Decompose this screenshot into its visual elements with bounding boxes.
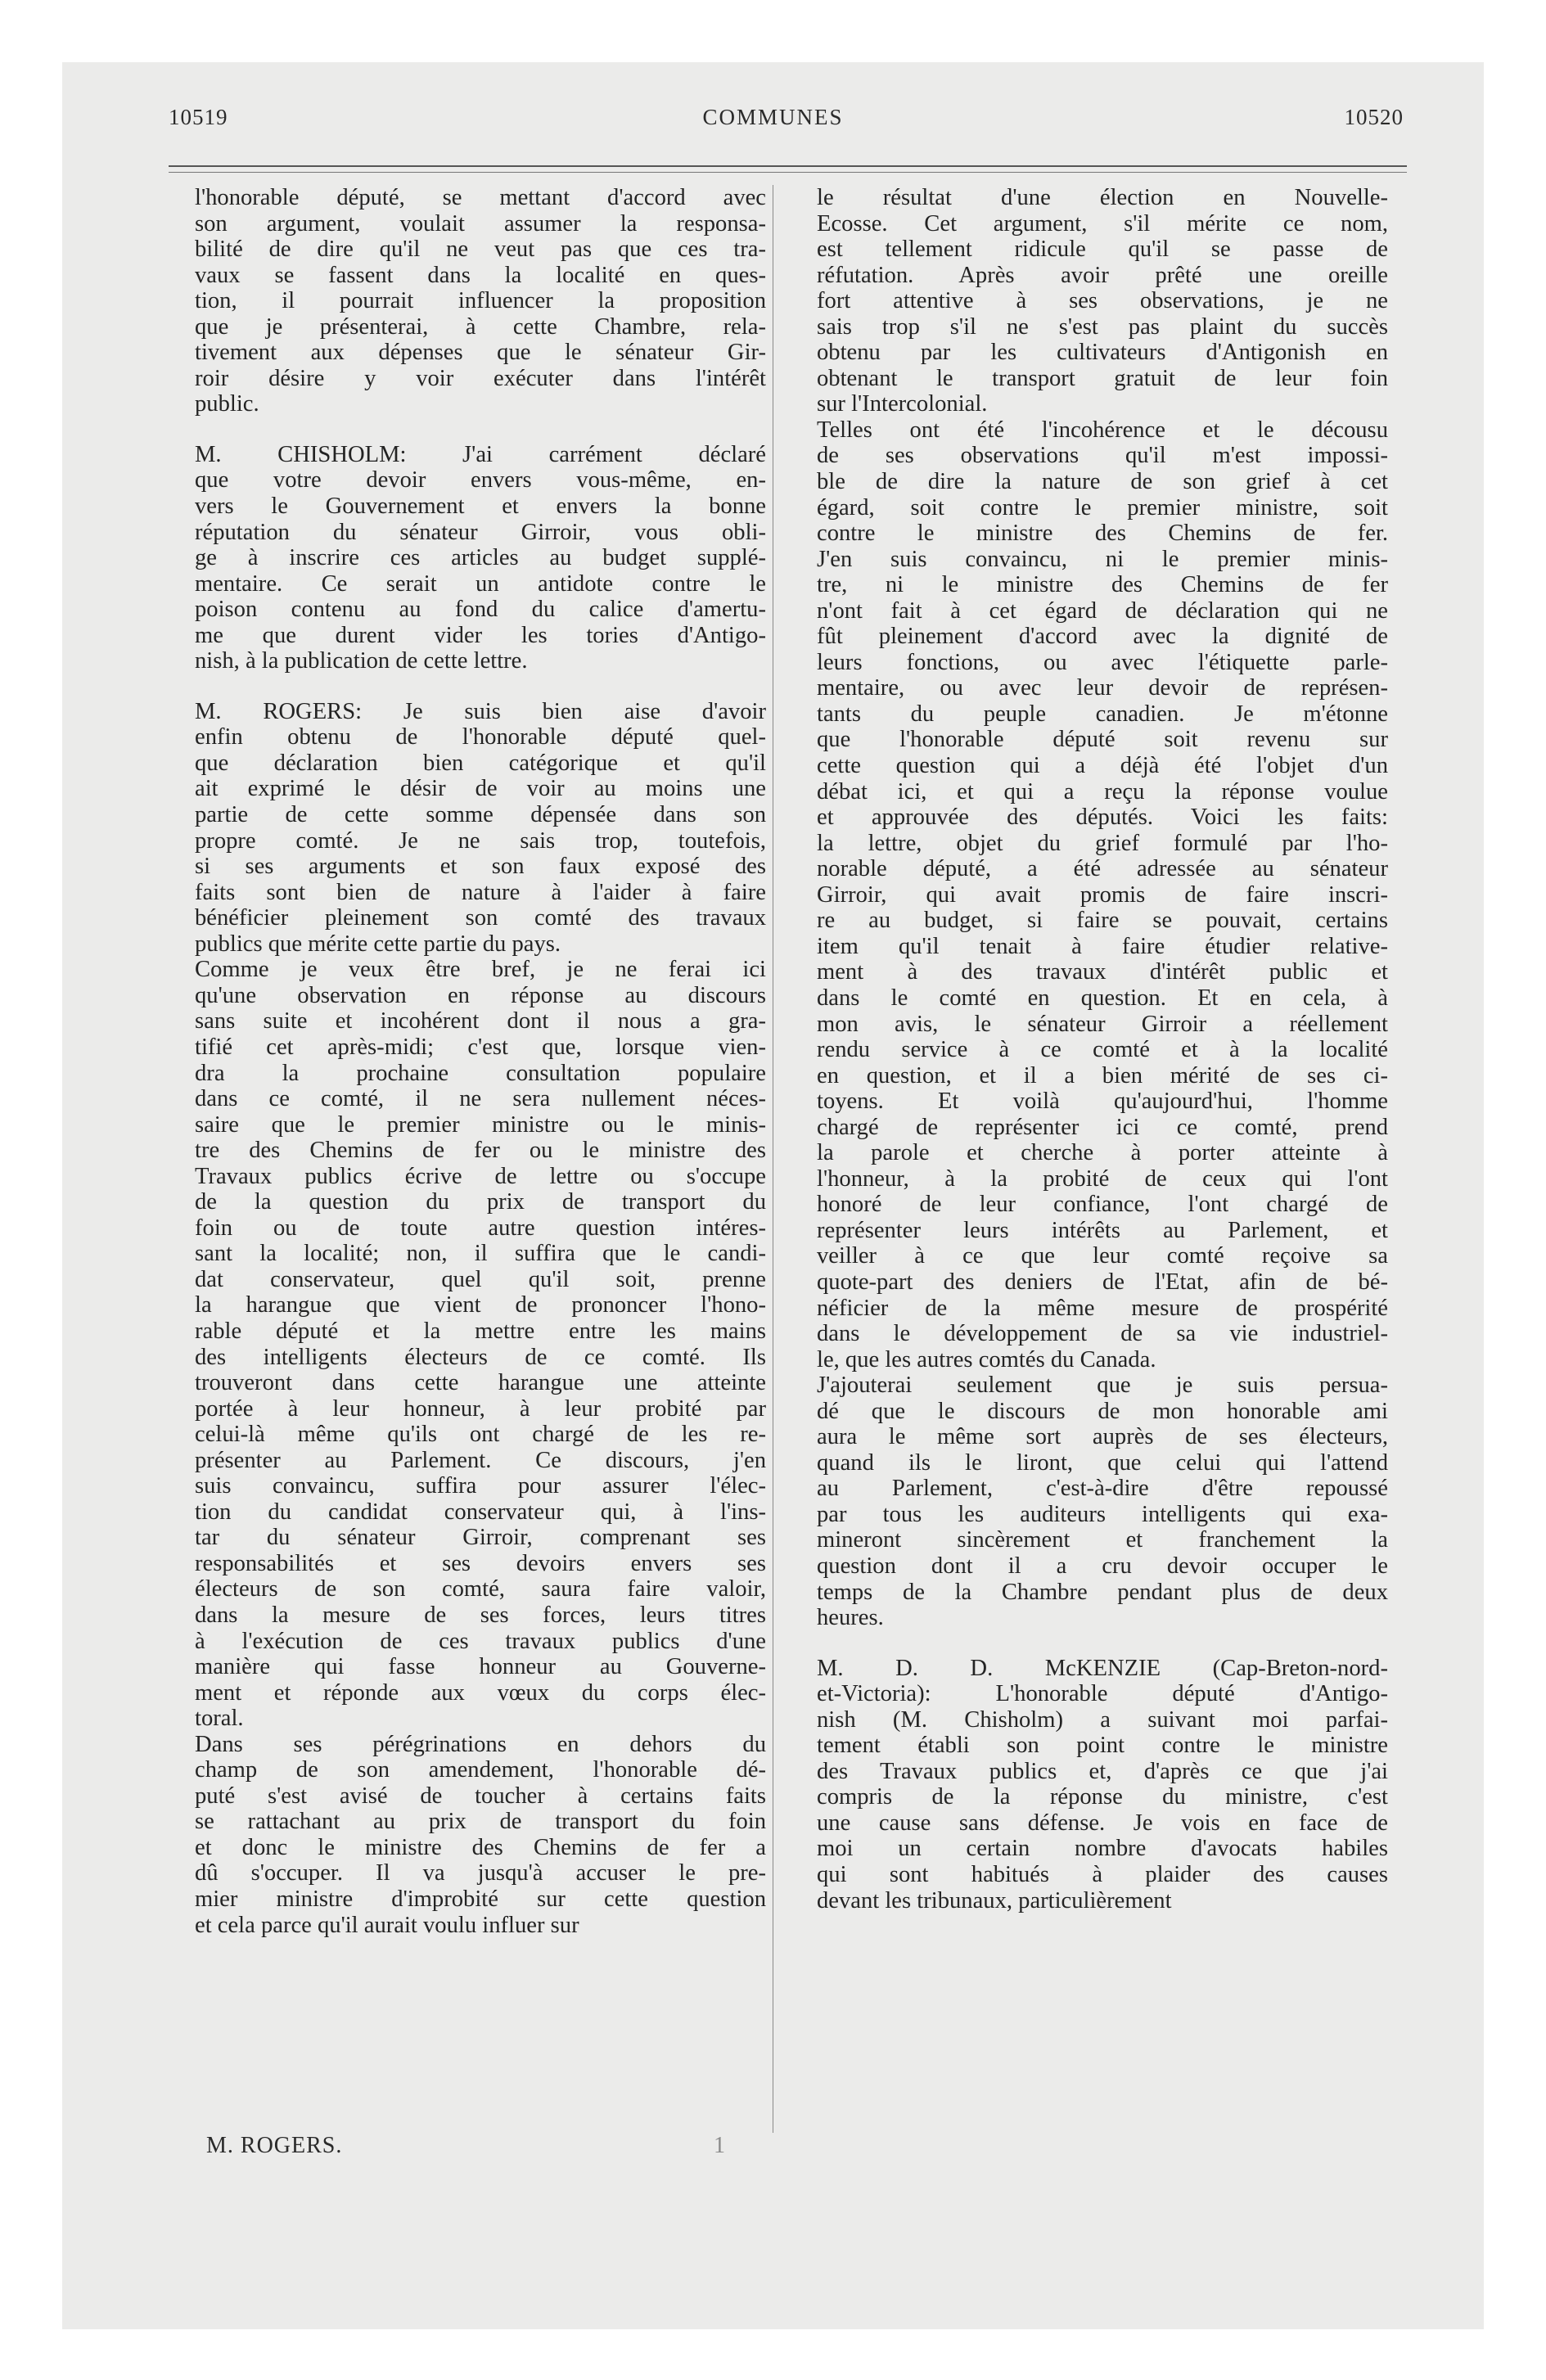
text-line: sais trop s'il ne s'est pas plaint du succès xyxy=(817,313,1388,340)
paragraph xyxy=(792,1373,1388,1630)
left-column xyxy=(170,185,766,1938)
text-line: ment à des travaux d'intérêt public et xyxy=(817,959,1388,985)
text-line: portée à leur honneur, à leur probité par xyxy=(195,1395,766,1422)
text-line: mier ministre d'improbité sur cette question xyxy=(195,1886,766,1912)
text-line: M. D. D. McKENZIE (Cap-Breton-nord- xyxy=(817,1655,1388,1681)
paragraph xyxy=(170,1732,766,1938)
text-line: tar du sénateur Girroir, comprenant ses xyxy=(195,1525,766,1551)
text-line: n'ont fait à cet égard de déclaration qui ne xyxy=(817,597,1388,624)
text-line: dû s'occuper. Il va jusqu'à accuser le pre- xyxy=(195,1860,766,1886)
text-line: dans ce comté, il ne sera nullement néces- xyxy=(195,1086,766,1112)
paragraph xyxy=(792,417,1388,1373)
text-line: une cause sans défense. Je vois en face de xyxy=(817,1810,1388,1836)
text-line: en question, et il a bien mérité de ses ci- xyxy=(817,1062,1388,1089)
header-rule xyxy=(169,165,1407,167)
text-line: Ecosse. Cet argument, s'il mérite ce nom, xyxy=(817,210,1388,237)
text-line: saire que le premier ministre ou le minis- xyxy=(195,1111,766,1138)
text-line: tion, il pourrait influencer la proposition xyxy=(195,288,766,314)
footer-mark: 1 xyxy=(714,2133,725,2158)
text-line: ge à inscrire ces articles au budget supplé- xyxy=(195,545,766,571)
text-line: tifié cet après-midi; c'est que, lorsque vien- xyxy=(195,1034,766,1060)
text-line: des Travaux publics et, d'après ce que j'ai xyxy=(817,1758,1388,1784)
text-line: ait exprimé le désir de voir au moins une xyxy=(195,776,766,802)
text-line: que déclaration bien catégorique et qu'il xyxy=(195,750,766,776)
text-line: qui sont habitués à plaider des causes xyxy=(817,1862,1388,1887)
text-line: l'honneur, à la probité de ceux qui l'ont xyxy=(817,1165,1388,1192)
text-line: toyens. Et voilà qu'aujourd'hui, l'homme xyxy=(817,1089,1388,1115)
paragraph xyxy=(170,957,766,1731)
text-line: sant la localité; non, il suffira que le candi- xyxy=(195,1241,766,1267)
text-line: Comme je veux être bref, je ne ferai ici xyxy=(195,957,766,983)
text-line: dans le comté en question. Et en cela, à xyxy=(817,985,1388,1011)
paragraph xyxy=(170,185,766,417)
text-line: débat ici, et qui a reçu la réponse voulue xyxy=(817,778,1388,805)
text-line: moi un certain nombre d'avocats habiles xyxy=(817,1836,1388,1862)
text-line: temps de la Chambre pendant plus de deux xyxy=(817,1579,1388,1605)
text-line: rendu service à ce comté et à la localité xyxy=(817,1037,1388,1063)
footer-speaker: M. ROGERS. xyxy=(206,2133,343,2158)
text-line: fort attentive à ses observations, je ne xyxy=(817,288,1388,314)
text-line: Dans ses pérégrinations en dehors du xyxy=(195,1731,766,1757)
text-line: des intelligents électeurs de ce comté. Ils xyxy=(195,1344,766,1370)
text-line: public. xyxy=(195,391,259,417)
text-line: que je présenterai, à cette Chambre, rela- xyxy=(195,313,766,340)
text-line: et cela parce qu'il aurait voulu influer sur xyxy=(195,1912,579,1938)
text-line: rable député et la mettre entre les mains xyxy=(195,1318,766,1344)
text-line: quand ils le liront, que celui qui l'attend xyxy=(817,1449,1388,1476)
text-line: mon avis, le sénateur Girroir a réellement xyxy=(817,1011,1388,1037)
text-line: tement établi son point contre le ministre xyxy=(817,1733,1388,1759)
text-line: à l'exécution de ces travaux publics d'une xyxy=(195,1628,766,1654)
text-line: celui-là même qu'ils ont chargé de les re- xyxy=(195,1422,766,1448)
text-line: suis convaincu, suffira pour assurer l'élec- xyxy=(195,1473,766,1499)
text-line: publics que mérite cette partie du pays. xyxy=(195,931,561,957)
text-line: roir désire y voir exécuter dans l'intérêt xyxy=(195,365,766,391)
text-line: partie de cette somme dépensée dans son xyxy=(195,802,766,828)
text-line: poison contenu au fond du calice d'amertu- xyxy=(195,597,766,623)
text-line: foin ou de toute autre question intéres- xyxy=(195,1215,766,1241)
text-line: Travaux publics écrive de lettre ou s'occupe xyxy=(195,1163,766,1189)
text-line: faits sont bien de nature à l'aider à faire xyxy=(195,879,766,905)
text-line: nish (M. Chisholm) a suivant moi parfai- xyxy=(817,1706,1388,1733)
text-line: néficier de la même mesure de prospérité xyxy=(817,1295,1388,1321)
text-line: Telles ont été l'incohérence et le décousu xyxy=(817,417,1388,443)
text-line: champ de son amendement, l'honorable dé- xyxy=(195,1757,766,1783)
text-line: et-Victoria): L'honorable député d'Antigo- xyxy=(817,1681,1388,1707)
text-line: bilité de dire qu'il ne veut pas que ces tra- xyxy=(195,237,766,263)
text-line: item qu'il tenait à faire étudier relative- xyxy=(817,933,1388,959)
text-line: et approuvée des députés. Voici les faits: xyxy=(817,805,1388,831)
text-line: M. CHISHOLM: J'ai carrément déclaré xyxy=(195,441,766,467)
text-line: dé que le discours de mon honorable ami xyxy=(817,1398,1388,1424)
text-line: fût pleinement d'accord avec la dignité de xyxy=(817,624,1388,650)
text-line: ment et réponde aux vœux du corps élec- xyxy=(195,1679,766,1706)
text-line: bénéficier pleinement son comté des travaux xyxy=(195,905,766,931)
text-line: sur l'Intercolonial. xyxy=(817,391,988,417)
text-line: devant les tribunaux, particulièrement xyxy=(817,1887,1172,1913)
text-line: cette question qui a déjà été l'objet d'un xyxy=(817,753,1388,779)
text-line: Girroir, qui avait promis de faire inscri- xyxy=(817,881,1388,908)
text-line: vaux se fassent dans la localité en ques- xyxy=(195,262,766,288)
text-line: leurs fonctions, ou avec l'étiquette parle- xyxy=(817,649,1388,675)
text-line: que l'honorable député soit revenu sur xyxy=(817,727,1388,753)
text-line: dra la prochaine consultation populaire xyxy=(195,1060,766,1086)
text-line: heures. xyxy=(817,1605,884,1631)
text-line: obtenu par les cultivateurs d'Antigonish en xyxy=(817,340,1388,366)
text-line: la harangue que vient de prononcer l'hono- xyxy=(195,1292,766,1318)
text-line: si ses arguments et son faux exposé des xyxy=(195,854,766,880)
text-line: est tellement ridicule qu'il se passe de xyxy=(817,237,1388,263)
right-column xyxy=(792,185,1388,1913)
text-line: manière qui fasse honneur au Gouverne- xyxy=(195,1654,766,1680)
text-line: et donc le ministre des Chemins de fer a xyxy=(195,1834,766,1860)
text-line: tre des Chemins de fer ou le ministre des xyxy=(195,1138,766,1164)
page-number-left: 10519 xyxy=(169,105,228,129)
text-line: que votre devoir envers vous-même, en- xyxy=(195,467,766,494)
text-line: la lettre, objet du grief formulé par l'ho- xyxy=(817,830,1388,856)
text-line: la parole et cherche à porter atteinte à xyxy=(817,1140,1388,1166)
text-line: propre comté. Je ne sais trop, toutefois, xyxy=(195,827,766,854)
text-line: mineront sincèrement et franchement la xyxy=(817,1527,1388,1553)
text-line: sans suite et incohérent dont il nous a gra- xyxy=(195,1008,766,1034)
text-line: puté s'est avisé de toucher à certains faits xyxy=(195,1783,766,1809)
text-line: de la question du prix de transport du xyxy=(195,1189,766,1215)
paragraph xyxy=(170,699,766,957)
text-line: enfin obtenu de l'honorable député quel- xyxy=(195,724,766,751)
header-rule-thin xyxy=(169,172,1407,173)
text-line: tants du peuple canadien. Je m'étonne xyxy=(817,701,1388,727)
text-line: re au budget, si faire se pouvait, certains xyxy=(817,908,1388,934)
text-line: aura le même sort auprès de ses électeurs, xyxy=(817,1424,1388,1450)
page-number-right: 10520 xyxy=(1344,105,1404,129)
text-line: le, que les autres comtés du Canada. xyxy=(817,1346,1156,1373)
paragraph xyxy=(792,185,1388,417)
text-line: J'ajouterai seulement que je suis persua- xyxy=(817,1373,1388,1399)
text-line: nish, à la publication de cette lettre. xyxy=(195,648,528,674)
text-line: réfutation. Après avoir prêté une oreille xyxy=(817,262,1388,288)
text-line: qu'une observation en réponse au discours xyxy=(195,982,766,1008)
text-line: son argument, voulait assumer la responsa- xyxy=(195,210,766,237)
text-line: par tous les auditeurs intelligents qui exa- xyxy=(817,1501,1388,1527)
text-line: vers le Gouvernement et envers la bonne xyxy=(195,494,766,520)
text-line: chargé de représenter ici ce comté, prend xyxy=(817,1114,1388,1140)
text-line: mentaire, ou avec leur devoir de représen- xyxy=(817,675,1388,701)
text-line: toral. xyxy=(195,1706,244,1732)
text-line: réputation du sénateur Girroir, vous obli- xyxy=(195,519,766,545)
text-line: me que durent vider les tories d'Antigo- xyxy=(195,622,766,648)
text-line: tre, ni le ministre des Chemins de fer xyxy=(817,572,1388,598)
text-line: veiller à ce que leur comté reçoive sa xyxy=(817,1243,1388,1269)
text-line: quote-part des deniers de l'Etat, afin de bé- xyxy=(817,1269,1388,1295)
text-line: électeurs de son comté, saura faire valoir, xyxy=(195,1576,766,1602)
text-line: tion du candidat conservateur qui, à l'ins- xyxy=(195,1499,766,1525)
text-line: dans la mesure de ses forces, leurs titres xyxy=(195,1602,766,1628)
text-line: trouveront dans cette harangue une atteinte xyxy=(195,1370,766,1396)
text-line: M. ROGERS: Je suis bien aise d'avoir xyxy=(195,698,766,724)
text-line: égard, soit contre le premier ministre, soit xyxy=(817,494,1388,521)
text-line: J'en suis convaincu, ni le premier minis- xyxy=(817,546,1388,572)
text-line: contre le ministre des Chemins de fer. xyxy=(817,521,1388,547)
text-line: au Parlement, c'est-à-dire d'être repoussé xyxy=(817,1476,1388,1502)
page-title: COMMUNES xyxy=(702,105,844,129)
page-header xyxy=(0,105,1546,137)
text-line: question dont il a cru devoir occuper le xyxy=(817,1553,1388,1579)
text-line: norable député, a été adressée au sénateur xyxy=(817,856,1388,882)
text-line: obtenant le transport gratuit de leur foin xyxy=(817,365,1388,391)
text-line: responsabilités et ses devoirs envers ses xyxy=(195,1550,766,1576)
text-line: dans le développement de sa vie industriel- xyxy=(817,1321,1388,1347)
text-line: tivement aux dépenses que le sénateur Gir- xyxy=(195,340,766,366)
text-line: se rattachant au prix de transport du foin xyxy=(195,1809,766,1835)
text-line: compris de la réponse du ministre, c'est xyxy=(817,1784,1388,1810)
text-line: honoré de leur confiance, l'ont chargé de xyxy=(817,1192,1388,1218)
text-line: mentaire. Ce serait un antidote contre le xyxy=(195,570,766,597)
text-line: dat conservateur, quel qu'il soit, prenne xyxy=(195,1266,766,1292)
text-line: l'honorable député, se mettant d'accord avec xyxy=(195,185,766,210)
text-line: présenter au Parlement. Ce discours, j'en xyxy=(195,1447,766,1473)
text-line: ble de dire la nature de son grief à cet xyxy=(817,469,1388,495)
text-line: représenter leurs intérêts au Parlement, et xyxy=(817,1217,1388,1243)
paragraph xyxy=(170,442,766,674)
text-line: de ses observations qu'il m'est impossi- xyxy=(817,443,1388,469)
paragraph xyxy=(792,1656,1388,1913)
text-line: le résultat d'une élection en Nouvelle- xyxy=(817,185,1388,210)
